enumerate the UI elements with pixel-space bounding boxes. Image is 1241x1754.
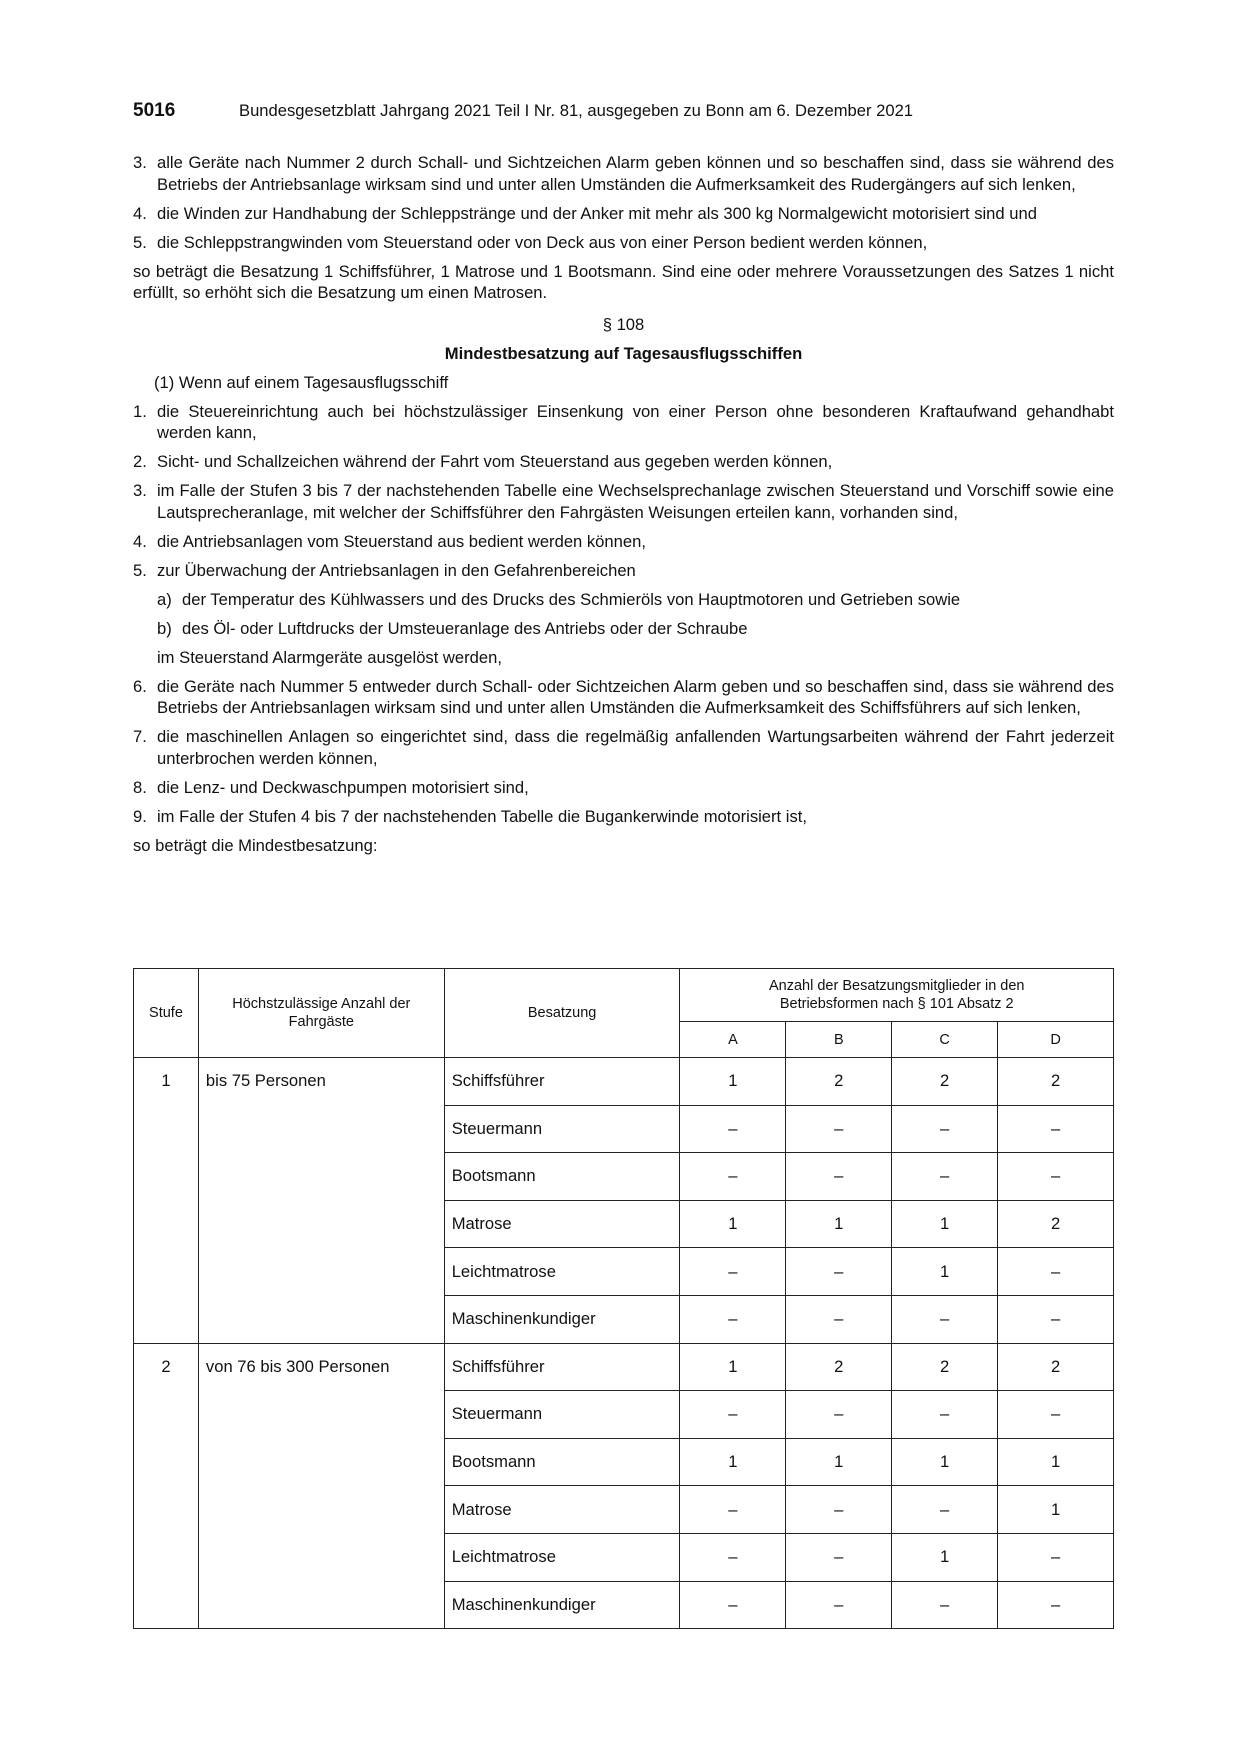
table-row xyxy=(134,1343,1114,1391)
crew-count-cell: 1 xyxy=(892,1248,998,1296)
crew-count-cell: – xyxy=(786,1533,892,1581)
item-number: 4. xyxy=(133,203,147,223)
crew-count-cell: 1 xyxy=(680,1058,786,1106)
crew-count-cell: 2 xyxy=(998,1200,1114,1248)
crew-count-cell: 1 xyxy=(786,1200,892,1248)
fahrgaeste-cell: von 76 bis 300 Personen xyxy=(198,1343,444,1629)
page-number: 5016 xyxy=(133,100,176,121)
item-text: die Steuereinrichtung auch bei höchstzulässiger Einsenkung von einer Person ohne besonderen Kraftaufwand gehandhabt werden kann, xyxy=(157,401,1114,442)
stufe-cell: 1 xyxy=(134,1058,199,1344)
role-cell: Maschinenkundiger xyxy=(444,1295,680,1343)
crew-count-cell: 1 xyxy=(892,1533,998,1581)
item-text: alle Geräte nach Nummer 2 durch Schall- und Sichtzeichen Alarm geben können und so beschaffen sind, dass sie während des Betriebs der Antriebsanlage wirksam sind und unter allen Umständen die Aufmerksamkeit des Rudergängers auf sich lenken, xyxy=(157,153,1114,194)
absatz-intro: (1) Wenn auf einem Tagesausflugsschiff xyxy=(154,372,449,392)
item-number: 2. xyxy=(133,452,147,471)
intro-conclusion: so beträgt die Besatzung 1 Schiffsführer, 1 Matrose und 1 Bootsmann. Sind eine oder mehrere Voraussetzungen des Satzes 1 nicht erfüllt, so erhöht sich die Besatzung um einen Matrosen. xyxy=(133,261,1114,302)
crew-count-cell: 1 xyxy=(998,1486,1114,1534)
crew-count-cell: – xyxy=(786,1248,892,1296)
crew-count-cell: – xyxy=(892,1153,998,1201)
role-cell: Matrose xyxy=(444,1200,680,1248)
section-number: § 108 xyxy=(602,314,645,334)
item-text: im Falle der Stufen 4 bis 7 der nachstehenden Tabelle die Bugankerwinde motorisiert ist, xyxy=(157,806,807,826)
crew-count-cell: – xyxy=(892,1105,998,1153)
list-item xyxy=(133,806,1114,828)
running-title: Bundesgesetzblatt Jahrgang 2021 Teil I Nr. 81, ausgegeben zu Bonn am 6. Dezember 2021 xyxy=(239,101,914,120)
crew-count-cell: – xyxy=(680,1533,786,1581)
role-cell: Maschinenkundiger xyxy=(444,1581,680,1629)
item-number: 3. xyxy=(133,481,147,500)
list-item xyxy=(133,676,1114,719)
crew-count-cell: 1 xyxy=(892,1200,998,1248)
item-text: die Geräte nach Nummer 5 entweder durch Schall- oder Sichtzeichen Alarm geben und so beschaffen sind, dass sie während des Betriebs der Antriebsanlagen wirksam sind und unter allen Umständen die Aufmerksamkeit des Schiffsführers auf sich lenken, xyxy=(157,676,1114,717)
role-cell: Schiffsführer xyxy=(444,1058,680,1106)
crew-count-cell: 2 xyxy=(786,1058,892,1106)
crew-count-cell: – xyxy=(892,1581,998,1629)
header-form-c: C xyxy=(892,1022,998,1058)
sub-item-letter: a) xyxy=(157,589,172,609)
item-text: Sicht- und Schallzeichen während der Fahrt vom Steuerstand aus gegeben werden können, xyxy=(157,452,833,471)
crew-count-cell: – xyxy=(998,1295,1114,1343)
crew-count-cell: – xyxy=(680,1248,786,1296)
sub-item-text: der Temperatur des Kühlwassers und des Drucks des Schmieröls von Hauptmotoren und Getrieben sowie xyxy=(182,589,961,609)
crew-count-cell: – xyxy=(680,1295,786,1343)
fahrgaeste-cell: bis 75 Personen xyxy=(198,1058,444,1344)
item-number: 1. xyxy=(133,401,147,421)
role-cell: Bootsmann xyxy=(444,1438,680,1486)
sub-items-tail: im Steuerstand Alarmgeräte ausgelöst werden, xyxy=(157,647,502,667)
crew-count-cell: 1 xyxy=(680,1343,786,1391)
sub-item xyxy=(133,589,1114,611)
crew-count-cell: 1 xyxy=(786,1438,892,1486)
crew-table xyxy=(133,968,1114,1629)
list-item xyxy=(133,232,1114,254)
crew-table-body xyxy=(134,1058,1114,1629)
role-cell: Matrose xyxy=(444,1486,680,1534)
page-header xyxy=(133,100,1113,124)
page-body xyxy=(133,152,1114,864)
item-text: die Lenz- und Deckwaschpumpen motorisiert sind, xyxy=(157,777,529,797)
item-number: 5. xyxy=(133,232,147,252)
crew-count-cell: 2 xyxy=(998,1343,1114,1391)
crew-count-cell: – xyxy=(998,1153,1114,1201)
crew-count-cell: – xyxy=(892,1391,998,1439)
list-item xyxy=(133,560,1114,582)
crew-count-cell: – xyxy=(786,1391,892,1439)
crew-count-cell: 1 xyxy=(680,1200,786,1248)
crew-count-cell: – xyxy=(892,1295,998,1343)
role-cell: Leichtmatrose xyxy=(444,1533,680,1581)
sub-item-letter: b) xyxy=(157,618,172,638)
item-text: die maschinellen Anlagen so eingerichtet sind, dass die regelmäßig anfallenden Wartungsarbeiten während der Fahrt jederzeit unterbrochen werden können, xyxy=(157,727,1114,768)
crew-count-cell: 2 xyxy=(998,1058,1114,1106)
list-item xyxy=(133,451,1114,473)
crew-count-cell: – xyxy=(786,1153,892,1201)
list-item xyxy=(133,401,1114,444)
crew-count-cell: – xyxy=(680,1486,786,1534)
item-text: die Antriebsanlagen vom Steuerstand aus bedient werden können, xyxy=(157,531,646,551)
crew-count-cell: 2 xyxy=(892,1058,998,1106)
item-number: 9. xyxy=(133,806,147,826)
sub-item xyxy=(133,618,1114,640)
item-number: 6. xyxy=(133,676,147,696)
list-item xyxy=(133,480,1114,523)
role-cell: Schiffsführer xyxy=(444,1343,680,1391)
header-form-d: D xyxy=(998,1022,1114,1058)
item-number: 5. xyxy=(133,560,147,580)
role-cell: Steuermann xyxy=(444,1105,680,1153)
crew-count-cell: – xyxy=(786,1581,892,1629)
item-text: die Schleppstrangwinden vom Steuerstand oder von Deck aus von einer Person bedient werden können, xyxy=(157,232,928,252)
section-conclusion: so beträgt die Mindestbesatzung: xyxy=(133,835,378,855)
item-number: 8. xyxy=(133,777,147,797)
crew-count-cell: 2 xyxy=(786,1343,892,1391)
crew-count-cell: 1 xyxy=(680,1438,786,1486)
item-text: im Falle der Stufen 3 bis 7 der nachstehenden Tabelle eine Wechselsprechanlage zwischen Steuerstand und Vorschiff sowie eine Lautsprecheranlage, mit welcher der Schiffsführer den Fahrgästen Weisungen erteilen kann, vorhanden sind, xyxy=(157,481,1114,522)
table-row xyxy=(134,1058,1114,1106)
role-cell: Bootsmann xyxy=(444,1153,680,1201)
crew-count-cell: – xyxy=(998,1105,1114,1153)
list-item xyxy=(133,531,1114,553)
crew-count-cell: – xyxy=(680,1105,786,1153)
item-number: 3. xyxy=(133,153,147,172)
crew-count-cell: – xyxy=(680,1391,786,1439)
header-stufe: Stufe xyxy=(134,969,199,1058)
sub-item-text: des Öl- oder Luftdrucks der Umsteueranlage des Antriebs oder der Schraube xyxy=(182,618,748,638)
crew-count-cell: – xyxy=(786,1486,892,1534)
crew-count-cell: 1 xyxy=(892,1438,998,1486)
crew-count-cell: 1 xyxy=(998,1438,1114,1486)
crew-count-cell: – xyxy=(998,1581,1114,1629)
crew-count-cell: – xyxy=(998,1533,1114,1581)
list-item xyxy=(133,726,1114,769)
stufe-cell: 2 xyxy=(134,1343,199,1629)
crew-count-cell: – xyxy=(680,1153,786,1201)
role-cell: Leichtmatrose xyxy=(444,1248,680,1296)
item-text: zur Überwachung der Antriebsanlagen in den Gefahrenbereichen xyxy=(157,560,636,580)
role-cell: Steuermann xyxy=(444,1391,680,1439)
section-title: Mindestbesatzung auf Tagesausflugsschiffen xyxy=(444,343,803,363)
crew-count-cell: 2 xyxy=(892,1343,998,1391)
crew-count-cell: – xyxy=(892,1486,998,1534)
list-item xyxy=(133,152,1114,195)
header-fahrgaeste: Höchstzulässige Anzahl der Fahrgäste xyxy=(198,969,444,1058)
header-besatzung: Besatzung xyxy=(444,969,680,1058)
list-item xyxy=(133,203,1114,225)
crew-count-cell: – xyxy=(680,1581,786,1629)
crew-count-cell: – xyxy=(998,1248,1114,1296)
header-form-a: A xyxy=(680,1022,786,1058)
item-number: 7. xyxy=(133,727,147,746)
crew-count-cell: – xyxy=(998,1391,1114,1439)
header-group: Anzahl der Besatzungsmitglieder in den Betriebsformen nach § 101 Absatz 2 xyxy=(680,969,1114,1022)
header-form-b: B xyxy=(786,1022,892,1058)
item-text: die Winden zur Handhabung der Schleppstränge und der Anker mit mehr als 300 kg Normalgewicht motorisiert sind und xyxy=(157,203,1037,223)
crew-count-cell: – xyxy=(786,1295,892,1343)
item-number: 4. xyxy=(133,531,147,551)
crew-count-cell: – xyxy=(786,1105,892,1153)
list-item xyxy=(133,777,1114,799)
